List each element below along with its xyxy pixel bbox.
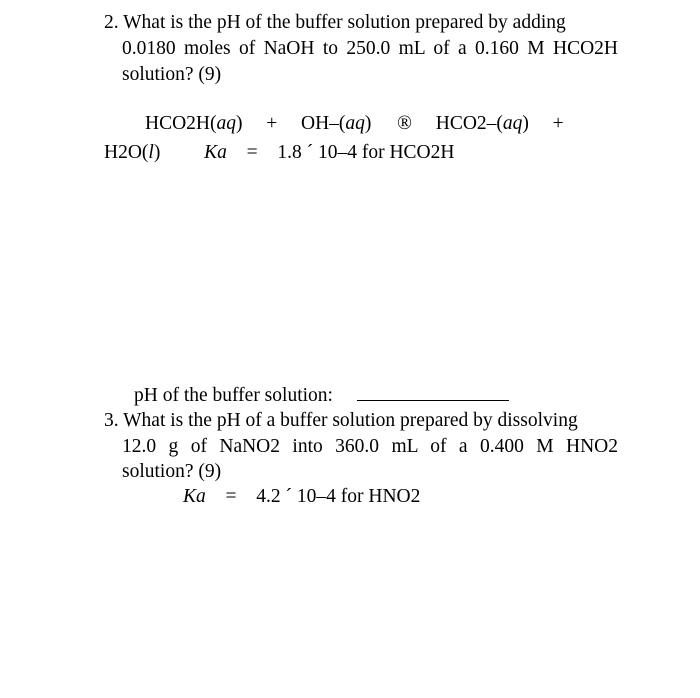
ka-label: Ka — [183, 486, 206, 507]
q2-line-3: solution? (9) — [122, 64, 222, 85]
product-2: H2O(l) — [104, 142, 161, 163]
q3-line-2: 12.0 g of NaNO2 into 360.0 mL of a 0.400 M HNO2 — [122, 436, 618, 457]
q2-line-2: 0.0180 moles of NaOH to 250.0 mL of a 0.160 M HCO2H — [122, 38, 618, 59]
ka-equals: = — [225, 486, 237, 507]
answer-blank[interactable] — [357, 399, 509, 401]
plus-sign: + — [266, 113, 278, 134]
reaction-arrow: ® — [397, 113, 412, 134]
q2-answer-line — [134, 386, 509, 406]
q3-line-3: solution? (9) — [122, 461, 222, 482]
ka-value: 1.8 ´ 10–4 for HCO2H — [277, 142, 455, 163]
answer-label: pH of the buffer solution: — [134, 385, 333, 406]
reactant-2: OH–(aq) — [301, 113, 372, 134]
q2-equation-line-2 — [104, 143, 454, 163]
reactant-1: HCO2H(aq) — [145, 113, 243, 134]
ka-equals: = — [246, 142, 258, 163]
q3-line-1: 3. What is the pH of a buffer solution prepared by dissolving — [104, 410, 578, 431]
product-1: HCO2–(aq) — [435, 113, 529, 134]
q2-line-1: 2. What is the pH of the buffer solution prepared by adding — [104, 12, 566, 33]
q2-equation-line-1 — [145, 114, 564, 134]
ka-value: 4.2 ´ 10–4 for HNO2 — [256, 486, 421, 507]
plus-sign-2: + — [552, 113, 564, 134]
ka-label: Ka — [204, 142, 227, 163]
q3-ka-line — [183, 487, 420, 507]
